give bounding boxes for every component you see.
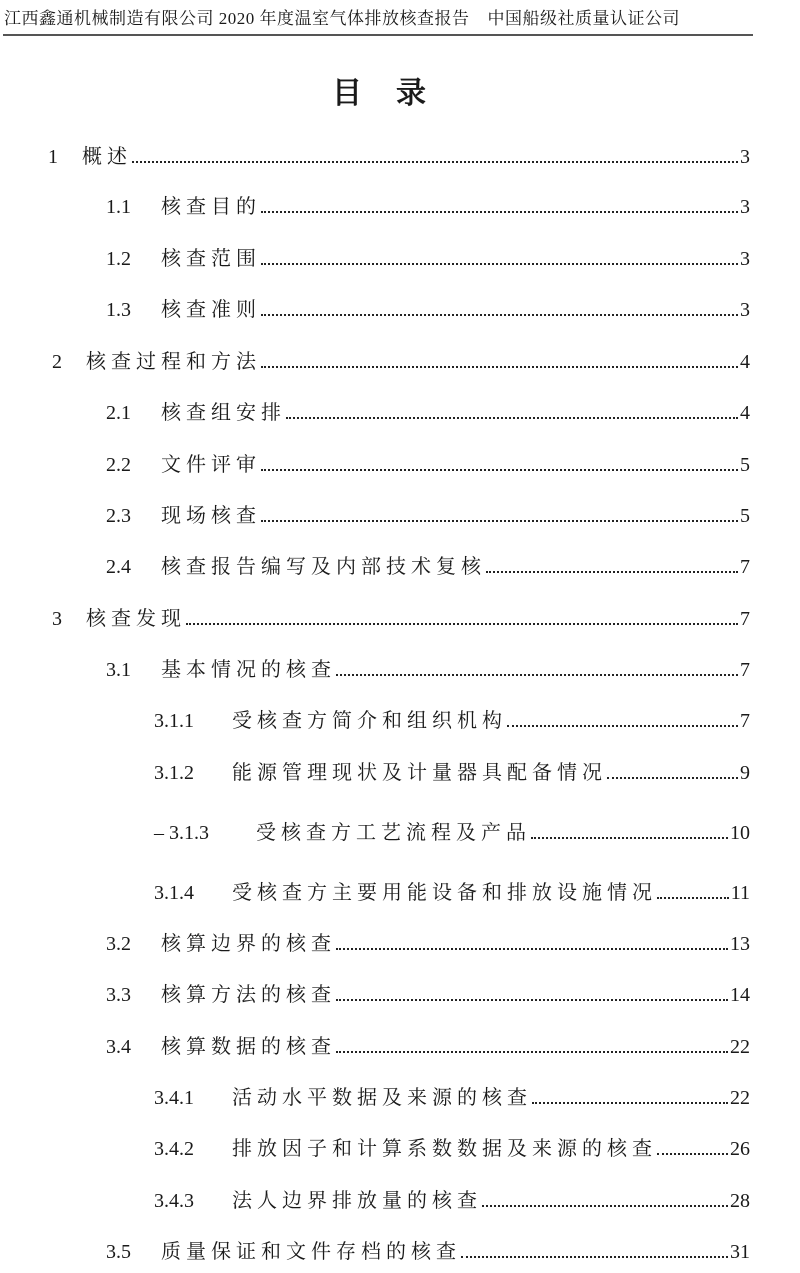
toc-entry[interactable]: 3.4.2 排放因子和计算系数数据及来源的核查 26: [154, 1138, 750, 1160]
toc-entry[interactable]: 3.4.3 法人边界排放量的核查 28: [154, 1190, 750, 1212]
leader-dots: [186, 622, 738, 625]
toc-entry[interactable]: 3.3 核算方法的核查 14: [106, 984, 750, 1006]
leader-dots: [486, 570, 738, 573]
toc-entry[interactable]: 3.1 基本情况的核查 7: [106, 659, 750, 681]
leader-dots: [132, 160, 738, 163]
toc-entry[interactable]: 1.2 核查范围 3: [106, 248, 750, 270]
leader-dots: [336, 673, 738, 676]
toc-entry[interactable]: 2.1 核查组安排 4: [106, 402, 750, 424]
toc-entry[interactable]: – 3.1.3 受核查方工艺流程及产品 10: [154, 822, 750, 844]
leader-dots: [336, 1050, 728, 1053]
leader-dots: [261, 365, 738, 368]
running-header: [4, 4, 744, 29]
toc-entry[interactable]: 1.1 核查目的 3: [106, 196, 750, 218]
leader-dots: [261, 210, 738, 213]
toc-entry[interactable]: 2.4 核查报告编写及内部技术复核 7: [106, 556, 750, 578]
page-title: 目 录: [332, 77, 428, 110]
leader-dots: [336, 998, 728, 1001]
leader-dots: [261, 313, 738, 316]
leader-dots: [531, 836, 728, 839]
toc-entry[interactable]: 3.1.4 受核查方主要用能设备和排放设施情况 11: [154, 882, 750, 904]
header-organization: 中国船级社质量认证公司: [487, 9, 680, 28]
leader-dots: [261, 468, 738, 471]
leader-dots: [461, 1255, 728, 1258]
toc-entry[interactable]: 3.1.2 能源管理现状及计量器具配备情况 9: [154, 762, 750, 784]
toc-entry[interactable]: 3.1.1 受核查方简介和组织机构 7: [154, 710, 750, 732]
header-divider: [3, 34, 753, 36]
toc-entry[interactable]: 1 概述 3: [48, 146, 750, 168]
leader-dots: [261, 262, 738, 265]
toc-entry[interactable]: 3.4.1 活动水平数据及来源的核查 22: [154, 1087, 750, 1109]
toc-entry[interactable]: 2.3 现场核查 5: [106, 505, 750, 527]
toc-entry[interactable]: 3.2 核算边界的核查 13: [106, 933, 750, 955]
leader-dots: [336, 947, 728, 950]
toc-entry[interactable]: 3.4 核算数据的核查 22: [106, 1036, 750, 1058]
toc-entry[interactable]: 3.5 质量保证和文件存档的核查 31: [106, 1241, 750, 1263]
leader-dots: [532, 1101, 728, 1104]
leader-dots: [261, 519, 738, 522]
leader-dots: [607, 776, 738, 779]
header-report-title: 江西鑫通机械制造有限公司 2020 年度温室气体排放核查报告: [4, 9, 470, 28]
leader-dots: [507, 724, 738, 727]
leader-dots: [657, 1152, 728, 1155]
leader-dots: [286, 416, 738, 419]
toc-entry[interactable]: 3 核查发现 7: [52, 608, 750, 630]
leader-dots: [657, 896, 729, 899]
leader-dots: [482, 1204, 728, 1207]
toc-entry[interactable]: 2 核查过程和方法 4: [52, 351, 750, 373]
toc-entry[interactable]: 1.3 核查准则 3: [106, 299, 750, 321]
toc-entry[interactable]: 2.2 文件评审 5: [106, 454, 750, 476]
